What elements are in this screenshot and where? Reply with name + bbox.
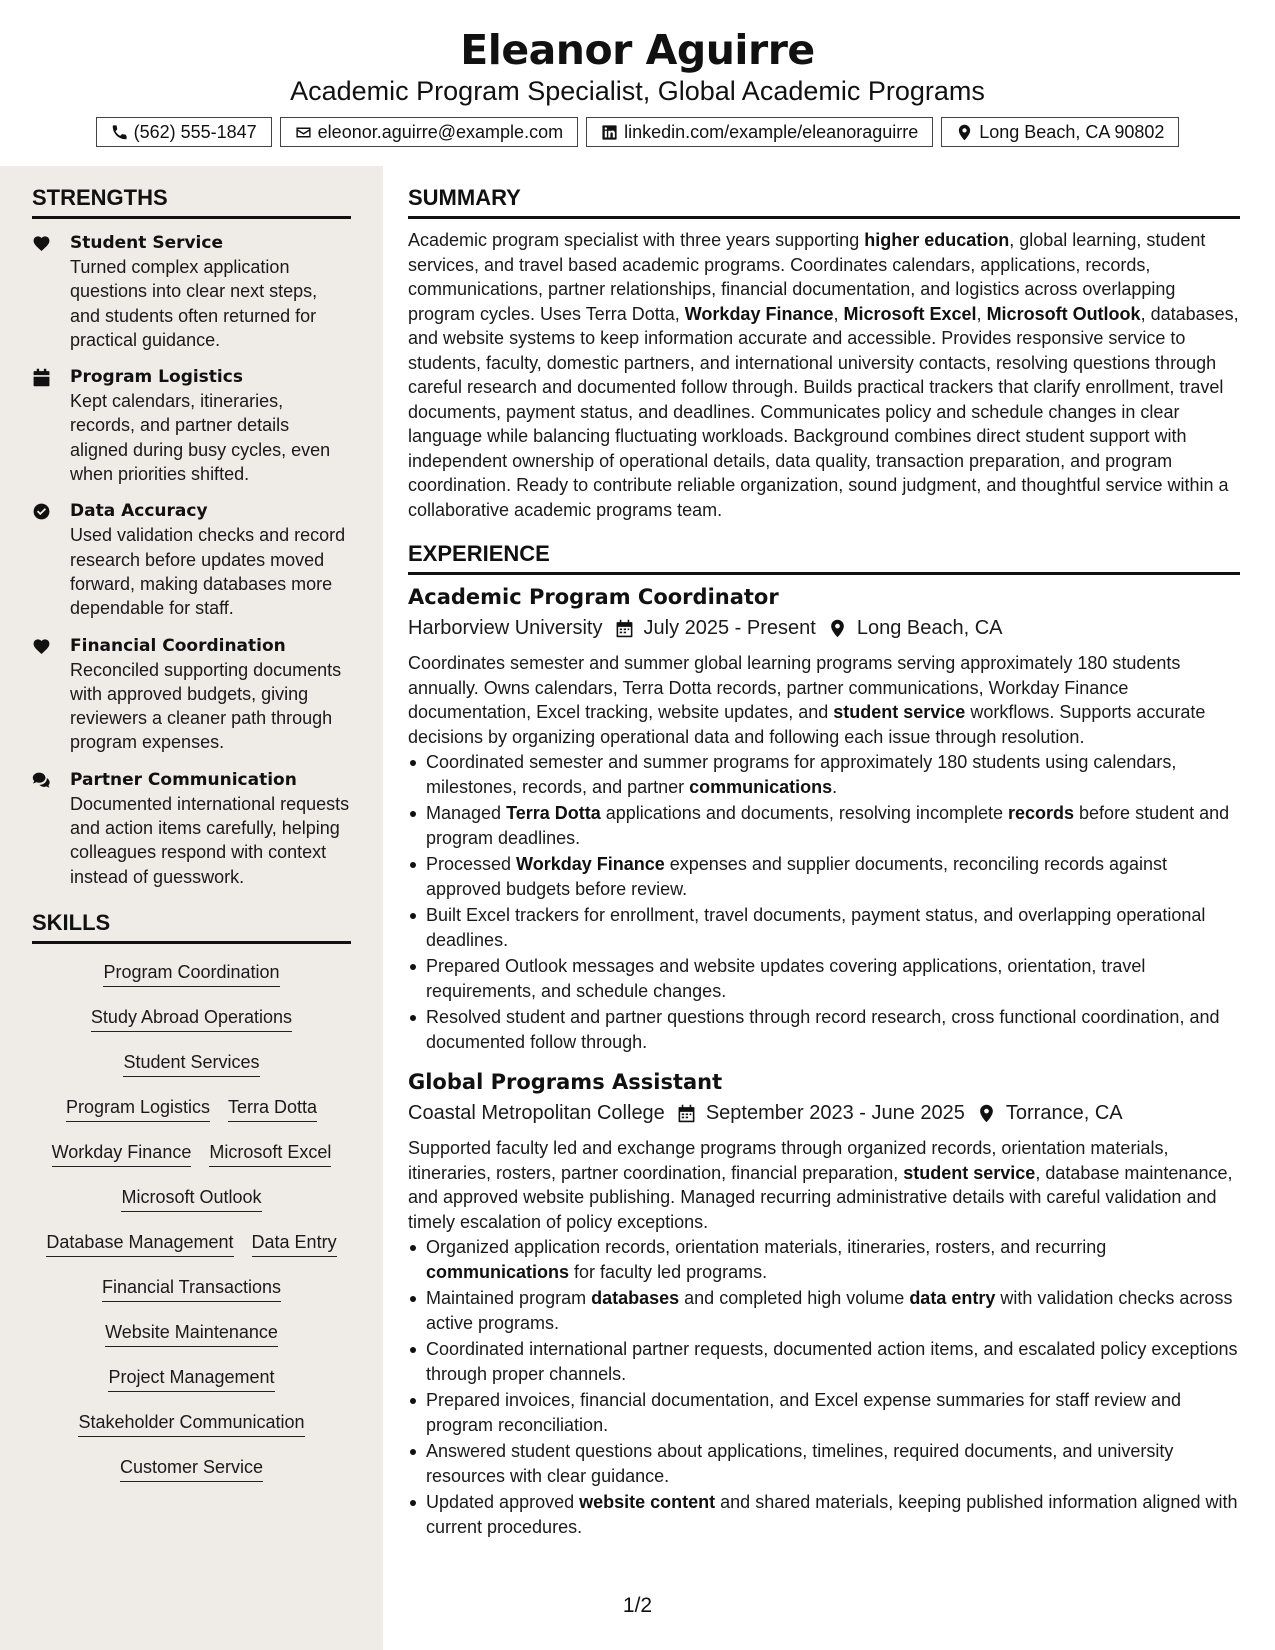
- mail-icon: [295, 124, 312, 141]
- strength-name: Program Logistics: [70, 367, 243, 388]
- list-item: Updated approved website content and shared materials, keeping published information aligned with current procedures.: [408, 1490, 1240, 1539]
- contact-email-text: eleonor.aguirre@example.com: [317, 121, 564, 142]
- map-pin-icon: [828, 619, 847, 638]
- heart-icon: [32, 637, 51, 656]
- skill-tag: Terra Dotta: [228, 1095, 317, 1122]
- job-meta: [408, 1098, 1240, 1128]
- job-org: Harborview University: [408, 617, 603, 639]
- strength-desc: Reconciled supporting documents with approved budgets, giving reviewers a cleaner path through program expenses.: [70, 659, 342, 753]
- contact-bar: [0, 117, 1275, 147]
- list-item: Prepared invoices, financial documentation, and Excel expense summaries for staff review and program reconciliation.: [408, 1388, 1240, 1437]
- skill-tag: Study Abroad Operations: [91, 1005, 292, 1032]
- strength-desc: Documented international requests and action items carefully, helping colleagues respond with context instead of guesswork.: [70, 793, 350, 887]
- map-pin-icon: [956, 124, 973, 141]
- list-item: Coordinated international partner requests, documented action items, and escalated policy exceptions through proper channels.: [408, 1337, 1240, 1386]
- page-number: 1/2: [622, 1594, 653, 1617]
- job-org: Coastal Metropolitan College: [408, 1102, 665, 1124]
- skill-tag: Student Services: [123, 1050, 259, 1077]
- job-entry: [408, 583, 1240, 1054]
- strength-item: [32, 499, 351, 620]
- job-description: Coordinates semester and summer global learning programs serving approximately 180 students annually. Owns calendars, Terra Dotta records, partner communications, Workday Finance documentation, Excel tracking, website updates, and student service workflows. Supports accurate decisions by organizing operational data and following each issue through resolution.: [408, 653, 1206, 747]
- skill-tag: Website Maintenance: [105, 1320, 278, 1347]
- summary-heading: SUMMARY: [408, 184, 1240, 219]
- strength-name: Partner Communication: [70, 769, 297, 790]
- strength-item: [32, 231, 351, 352]
- job-title: Academic Program Coordinator: [408, 585, 779, 609]
- strength-desc: Used validation checks and record research before updates moved forward, making databases more dependable for staff.: [70, 525, 346, 619]
- list-item: Prepared Outlook messages and website updates covering applications, orientation, travel requirements, and schedule changes.: [408, 954, 1240, 1003]
- resume-header: [0, 0, 1275, 166]
- contact-email[interactable]: [280, 117, 578, 147]
- contact-location: [941, 117, 1179, 147]
- heart-icon: [32, 234, 51, 253]
- skill-tag: Database Management: [46, 1230, 233, 1257]
- list-item: Coordinated semester and summer programs for approximately 180 students using calendars, milestones, records, and partner communications.: [408, 750, 1240, 799]
- list-item: Maintained program databases and completed high volume data entry with validation checks across active programs.: [408, 1286, 1240, 1335]
- strength-item: [32, 768, 351, 889]
- check-circle-icon: [32, 502, 51, 521]
- strengths-list: [32, 231, 351, 889]
- calendar-icon: [677, 1104, 696, 1123]
- candidate-title: Academic Program Specialist, Global Academic Programs: [290, 76, 985, 106]
- skill-tag: Program Logistics: [66, 1095, 210, 1122]
- job-entry: [408, 1068, 1240, 1539]
- map-pin-icon: [977, 1104, 996, 1123]
- list-item: Managed Terra Dotta applications and documents, resolving incomplete records before student and program deadlines.: [408, 801, 1240, 850]
- job-location: Torrance, CA: [1005, 1102, 1123, 1124]
- skill-tag: Financial Transactions: [102, 1275, 281, 1302]
- skill-tag: Program Coordination: [103, 960, 279, 987]
- summary-text: Academic program specialist with three years supporting higher education, global learning, student services, and travel based academic programs. Coordinates calendars, applications, records, communications, partner relationships, financial documentation, and logistics across overlapping program cycles. Uses Terra Dotta, Workday Finance, Microsoft Excel, Microsoft Outlook, databases, and website systems to keep information accurate and accessible. Provides responsive service to students, faculty, domestic partners, and international university contacts, resolving questions through careful research and documented follow through. Builds practical trackers that clarify enrollment, travel documents, payment status, and deadlines. Communicates policy and schedule changes in clear language while balancing fluctuating workloads. Background combines direct student support with independent ownership of operational details, data quality, transaction preparation, and program coordination. Ready to contribute reliable organization, sound judgment, and thoughtful service within a collaborative academic programs team.: [408, 230, 1239, 520]
- contact-location-text: Long Beach, CA 90802: [979, 121, 1165, 142]
- job-dates: September 2023 - June 2025: [705, 1102, 965, 1124]
- phone-icon: [111, 124, 128, 141]
- strengths-heading: STRENGTHS: [32, 184, 351, 219]
- calendar-icon: [32, 368, 51, 387]
- job-title: Global Programs Assistant: [408, 1070, 723, 1094]
- job-bullets: [408, 1235, 1240, 1539]
- list-item: Built Excel trackers for enrollment, travel documents, payment status, and overlapping operational deadlines.: [408, 903, 1240, 952]
- job-bullets: [408, 750, 1240, 1054]
- job-location: Long Beach, CA: [856, 617, 1003, 639]
- job-dates: July 2025 - Present: [643, 617, 816, 639]
- skill-tag: Microsoft Excel: [209, 1140, 331, 1167]
- contact-linkedin[interactable]: [586, 117, 933, 147]
- main-content: [408, 166, 1240, 1541]
- strength-item: [32, 634, 351, 755]
- list-item: Organized application records, orientation materials, itineraries, rosters, and recurring communications for faculty led programs.: [408, 1235, 1240, 1284]
- skill-tag: Stakeholder Communication: [78, 1410, 304, 1437]
- strength-name: Data Accuracy: [70, 501, 208, 522]
- skill-tag: Data Entry: [252, 1230, 337, 1257]
- experience-heading: EXPERIENCE: [408, 540, 1240, 575]
- list-item: Processed Workday Finance expenses and supplier documents, reconciling records against approved budgets before review.: [408, 852, 1240, 901]
- skill-tag: Customer Service: [120, 1455, 263, 1482]
- contact-linkedin-text: linkedin.com/example/eleanoraguirre: [624, 121, 919, 142]
- linkedin-icon: [601, 124, 618, 141]
- sidebar: [0, 166, 383, 1650]
- comments-icon: [32, 771, 51, 790]
- strength-desc: Kept calendars, itineraries, records, and partner details aligned during busy cycles, even when priorities shifted.: [70, 391, 331, 485]
- list-item: Answered student questions about applications, timelines, required documents, and university resources with clear guidance.: [408, 1439, 1240, 1488]
- calendar-icon: [615, 619, 634, 638]
- skills-heading: SKILLS: [32, 909, 351, 944]
- candidate-name: Eleanor Aguirre: [460, 26, 815, 74]
- job-description: Supported faculty led and exchange programs through organized records, orientation materials, itineraries, rosters, partner coordination, financial preparation, student service, database maintenance, and approved website publishing. Managed recurring administrative details with careful validation and timely escalation of policy exceptions.: [408, 1138, 1233, 1232]
- strength-item: [32, 365, 351, 486]
- skill-tag: Microsoft Outlook: [121, 1185, 261, 1212]
- list-item: Resolved student and partner questions through record research, cross functional coordination, and documented follow through.: [408, 1005, 1240, 1054]
- contact-phone[interactable]: [96, 117, 272, 147]
- skill-tag: Project Management: [108, 1365, 274, 1392]
- skill-tag: Workday Finance: [52, 1140, 192, 1167]
- strength-name: Financial Coordination: [70, 635, 286, 656]
- job-meta: [408, 613, 1240, 643]
- contact-phone-text: (562) 555-1847: [133, 121, 257, 142]
- skills-list: [32, 954, 351, 1494]
- strength-name: Student Service: [70, 233, 223, 253]
- strength-desc: Turned complex application questions into clear next steps, and students often returned for practical guidance.: [70, 257, 318, 350]
